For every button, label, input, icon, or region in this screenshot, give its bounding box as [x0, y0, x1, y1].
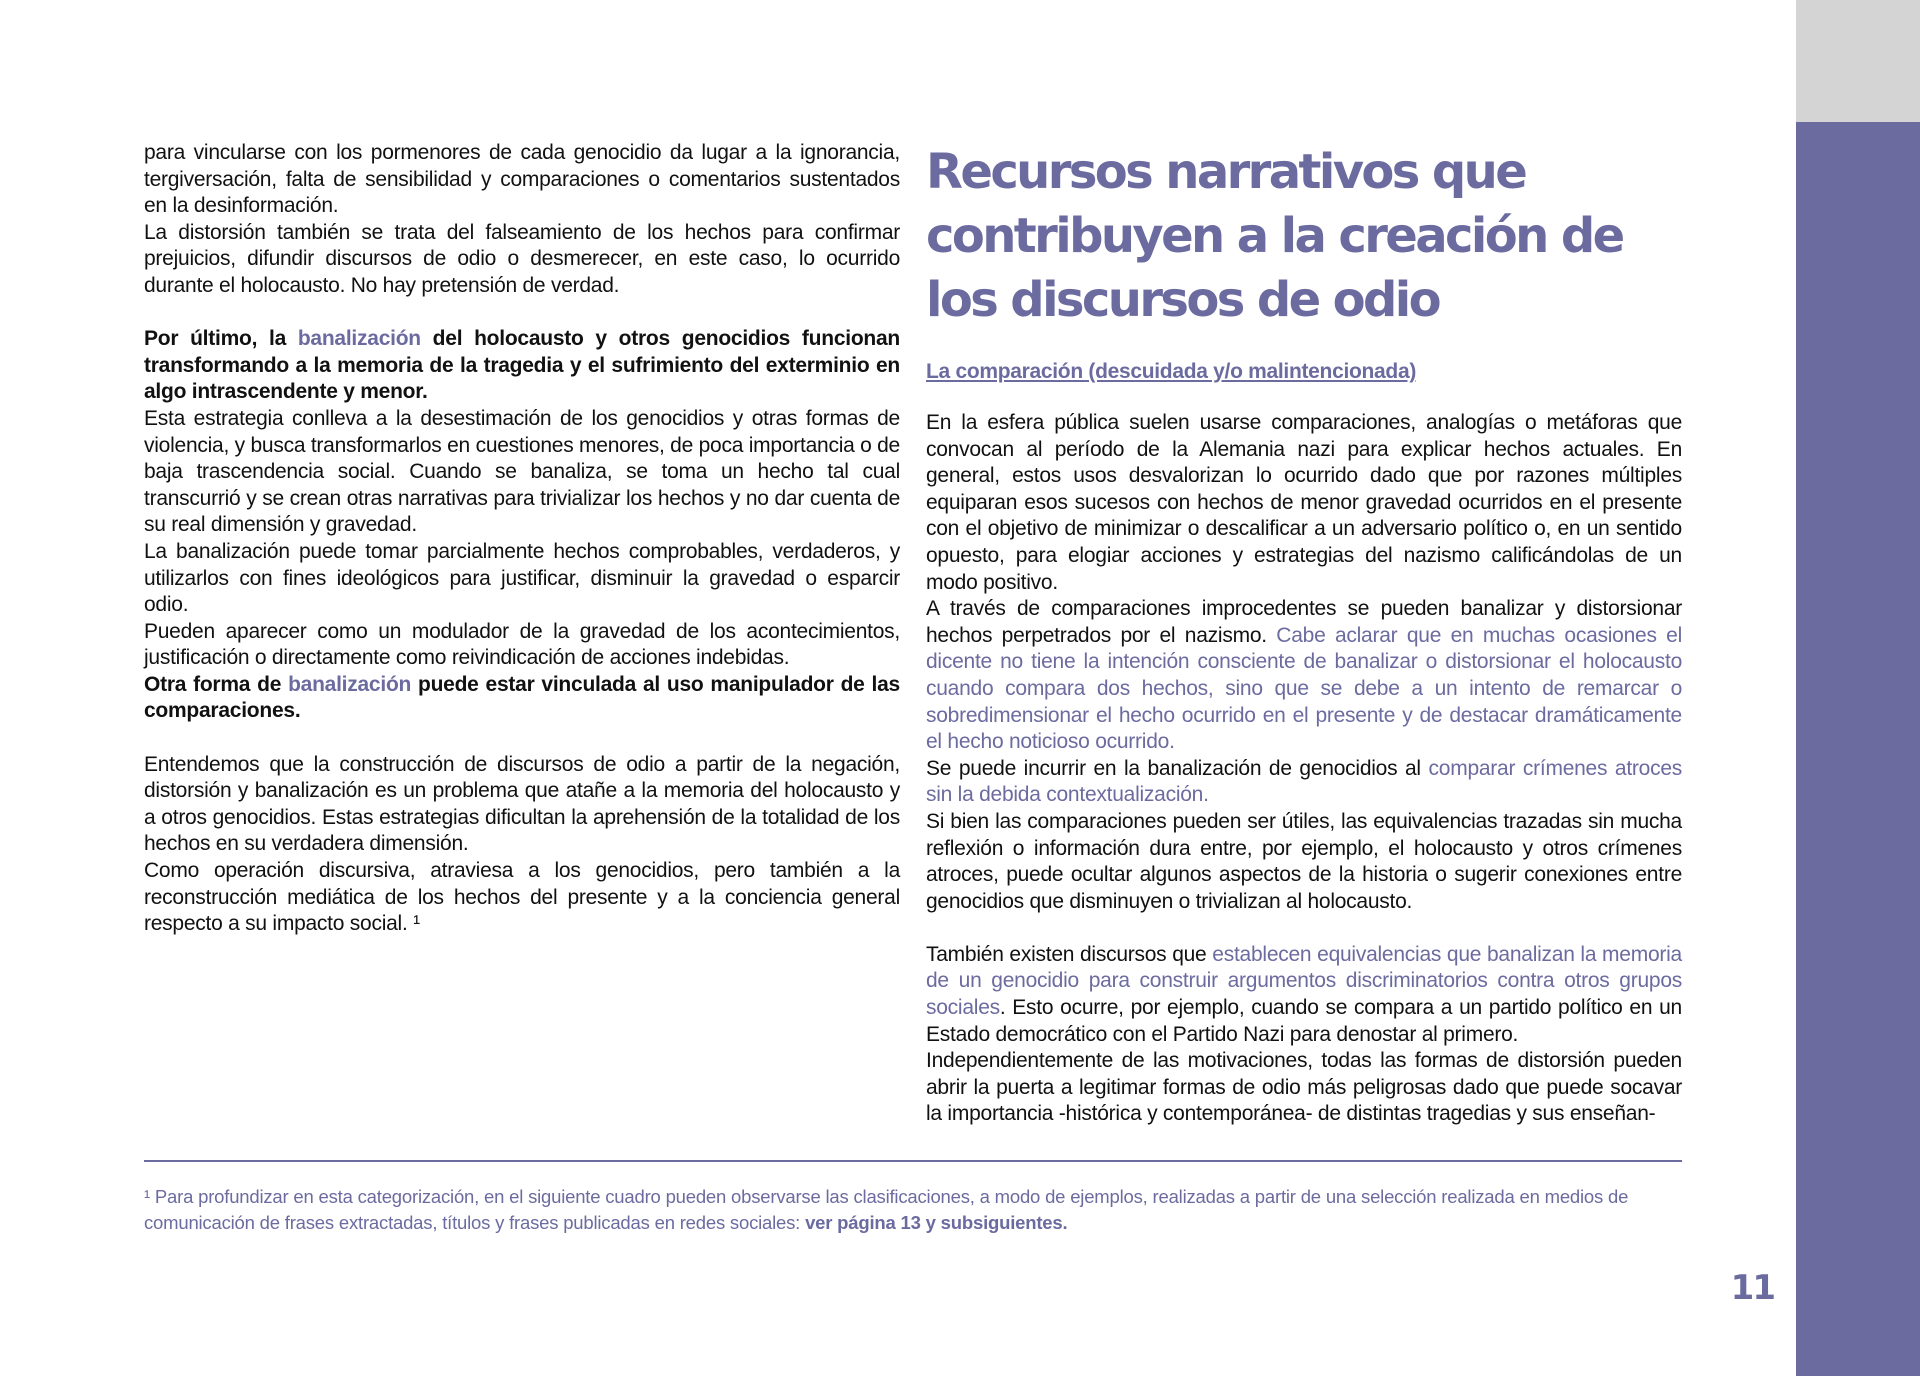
paragraph-bold — [144, 672, 900, 725]
title-line: Recursos narrativos que — [926, 144, 1526, 200]
left-column — [144, 140, 900, 938]
highlight-text: comparar crímenes atroces sin la debida contextualización. — [926, 756, 1683, 807]
side-accent-band — [1796, 122, 1920, 1376]
text-run: Por último, la — [144, 327, 298, 351]
title-line: los discursos de odio — [926, 272, 1440, 328]
text-run: También existen discursos que — [926, 942, 1213, 966]
section-title — [926, 140, 1682, 332]
right-body — [926, 410, 1682, 1128]
paragraph: La banalización puede tomar parcialmente hechos comprobables, verdaderos, y utilizarlos con fines ideológicos para justificar, disminuir la gravedad o esparcir odio. — [144, 539, 900, 617]
text-run: A través de comparaciones improcedentes se pueden banalizar y distorsionar hechos perpetrados por el nazismo. — [926, 597, 1682, 647]
paragraph: Pueden aparecer como un modulador de la gravedad de los acontecimientos, justificación o directamente como reivindicación de acciones indebidas. — [144, 619, 900, 670]
paragraph: Como operación discursiva, atraviesa a los genocidios, pero también a la reconstrucción mediática de los hechos del presente y a la conciencia general respecto a su impacto social. ¹ — [144, 859, 900, 936]
paragraph: Independientemente de las motivaciones, todas las formas de distorsión pueden abrir la puerta a legitimar formas de odio más peligrosas dado que puede socavar la importancia -histórica y contemporánea- de distintas tragedias y sus enseñan- — [926, 1049, 1682, 1126]
paragraph: Si bien las comparaciones pueden ser útiles, las equivalencias trazadas sin mucha reflexión o información dura entre, por ejemplo, el holocausto y otros crímenes atroces, puede ocultar algunos aspectos de la historia o sugerir conexiones entre genocidios que disminuyen o trivializan al holocausto. — [926, 809, 1682, 913]
footnote-divider — [144, 1160, 1682, 1162]
paragraph — [926, 596, 1682, 756]
paragraph: para vincularse con los pormenores de cada genocidio da lugar a la ignorancia, tergiversación, falta de sensibilidad y comparaciones o comentarios sustentados en la desinformación. — [144, 141, 900, 218]
title-line: contribuyen a la creación de — [926, 208, 1623, 264]
page-number: 11 — [1730, 1268, 1774, 1308]
paragraph-bold — [144, 326, 900, 406]
text-run: del holocausto y otros genocidios funcionan transformando a la memoria de la tragedia y el sufrimiento del exterminio en algo intrascendente y menor. — [144, 327, 900, 404]
highlight-banalizacion: banalización — [297, 327, 421, 351]
footnote-link[interactable]: ver página 13 y subsiguientes. — [805, 1212, 1068, 1233]
paragraph — [926, 756, 1682, 809]
paragraph: Entendemos que la construcción de discursos de odio a partir de la negación, distorsión y banalización es un problema que atañe a la memoria del holocausto y a otros genocidios. Estas estrategias dificultan la aprehensión de la totalidad de los hechos en su verdadera dimensión. — [144, 752, 900, 856]
text-run: puede estar vinculada al uso manipulador de las comparaciones. — [144, 672, 900, 723]
paragraph: La distorsión también se trata del falseamiento de los hechos para confirmar prejuicios, difundir discursos de odio o desmerecer, en este caso, lo ocurrido durante el holocausto. No hay pretensión de verdad. — [144, 220, 900, 297]
text-run: . Esto ocurre, por ejemplo, cuando se compara a un partido político en un Estado democrático con el Partido Nazi para denostar al primero. — [926, 996, 1682, 1046]
subheading: La comparación (descuidada y/o malintencionada) — [926, 360, 1417, 383]
highlight-text: establecen equivalencias que banalizan la memoria de un genocidio para construir argumentos discriminatorios contra otros grupos sociales — [926, 942, 1682, 1020]
footnote — [144, 1184, 1684, 1236]
footnote-text: ¹ Para profundizar en esta categorización, en el siguiente cuadro pueden observarse las clasificaciones, a modo de ejemplos, realizadas a partir de una selección realizada en medios de comunicación de frases extractadas, títulos y frases publicadas en redes sociales: — [144, 1186, 1629, 1233]
paragraph: Esta estrategia conlleva a la desestimación de los genocidios y otras formas de violencia, y busca transformarlos en cuestiones menores, de poca importancia o de baja trascendencia social. Cuando se banaliza, se toma un hecho tal cual transcurrió y se crean otras narrativas para trivializar los hechos y no dar cuenta de su real dimensión y gravedad. — [144, 406, 900, 537]
text-run: Otra forma de — [144, 672, 289, 696]
paragraph — [926, 942, 1682, 1048]
highlight-banalizacion: banalización — [288, 672, 412, 696]
highlight-text: Cabe aclarar que en muchas ocasiones el dicente no tiene la intención consciente de banalizar o distorsionar el holocausto cuando compara dos hechos, sino que se debe a un intento de remarcar o sobredimensionar el hecho ocurrido en el presente y de destacar dramáticamente el hecho noticioso ocurrido. — [926, 623, 1682, 754]
text-run: Se puede incurrir en la banalización de genocidios al — [926, 756, 1429, 780]
paragraph: En la esfera pública suelen usarse comparaciones, analogías o metáforas que convocan al período de la Alemania nazi para explicar hechos actuales. En general, estos usos desvalorizan lo ocurrido dado que por razones múltiples equiparan esos sucesos con hechos de menor gravedad ocurridos en el presente con el objetivo de minimizar o descalificar a un adversario político o, en un sentido opuesto, para elogiar acciones y estrategias del nazismo calificándolas de un modo positivo. — [926, 411, 1682, 594]
right-column — [926, 140, 1682, 1128]
side-gray-block — [1796, 0, 1920, 122]
